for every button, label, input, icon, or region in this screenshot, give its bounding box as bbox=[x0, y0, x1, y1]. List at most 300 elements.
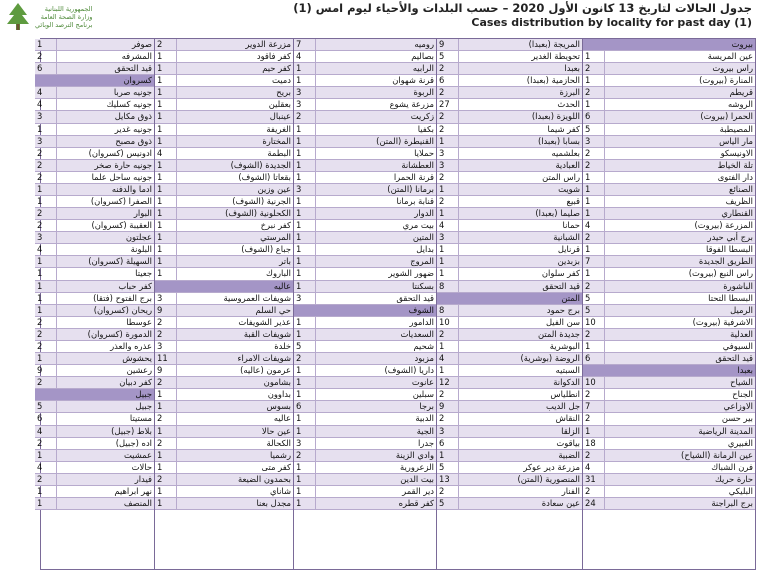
case-count: 1 bbox=[294, 160, 316, 171]
table-row bbox=[437, 256, 582, 268]
locality-name: قرنة الحمرا bbox=[393, 171, 434, 182]
district-name: بيروت bbox=[731, 39, 753, 49]
locality-name: قيد التحقق bbox=[542, 280, 580, 291]
table-row bbox=[35, 281, 154, 293]
table-row bbox=[294, 184, 436, 196]
locality-name: كفر قطره bbox=[398, 497, 434, 508]
locality-name: المتين bbox=[412, 232, 434, 243]
table-row bbox=[294, 498, 436, 510]
table-row bbox=[294, 220, 436, 232]
locality-name: البسطا التحتا bbox=[708, 292, 753, 303]
table-row bbox=[155, 184, 293, 196]
case-count: 1 bbox=[155, 63, 177, 74]
ministry-logo bbox=[4, 2, 124, 36]
locality-name: الحازمية (بعبدا) bbox=[526, 75, 580, 86]
case-count: 2 bbox=[294, 353, 316, 364]
case-count: 11 bbox=[155, 353, 177, 364]
case-count: 3 bbox=[294, 184, 316, 195]
case-count: 2 bbox=[583, 329, 605, 340]
case-count bbox=[35, 389, 57, 400]
case-count: 2 bbox=[583, 389, 605, 400]
district-name: بعبدا bbox=[737, 365, 753, 376]
locality-name: داريا (الشوف) bbox=[384, 365, 434, 376]
table-row bbox=[583, 281, 755, 293]
table-row bbox=[155, 148, 293, 160]
case-count: 1 bbox=[583, 172, 605, 183]
locality-name: عرمون (عاليه) bbox=[240, 365, 291, 376]
locality-name: دير القمر bbox=[402, 485, 434, 496]
table-row bbox=[583, 353, 755, 365]
case-count: 1 bbox=[294, 148, 316, 159]
case-count: 3 bbox=[437, 426, 459, 437]
table-row bbox=[35, 196, 154, 208]
table-row bbox=[437, 462, 582, 474]
locality-name: الشبانية bbox=[553, 232, 580, 243]
locality-name: قيد التحقق bbox=[715, 353, 753, 364]
cases-table bbox=[37, 38, 756, 570]
case-count: 1 bbox=[155, 426, 177, 437]
report-header bbox=[0, 0, 768, 38]
case-count: 10 bbox=[437, 317, 459, 328]
case-count: 1 bbox=[294, 389, 316, 400]
table-row bbox=[294, 75, 436, 87]
case-count: 2 bbox=[35, 317, 57, 328]
cedar-icon bbox=[4, 2, 32, 32]
locality-name: الضبية bbox=[558, 449, 580, 460]
locality-name: البوار bbox=[133, 208, 152, 219]
table-row bbox=[437, 232, 582, 244]
table-row bbox=[437, 389, 582, 401]
case-count: 1 bbox=[437, 136, 459, 147]
case-count: 9 bbox=[35, 365, 57, 376]
locality-name: مزرعة يشوع bbox=[389, 99, 434, 110]
table-row bbox=[583, 244, 755, 256]
table-row bbox=[583, 293, 755, 305]
locality-name: الدوار bbox=[414, 208, 434, 219]
case-count: 2 bbox=[35, 438, 57, 449]
case-count: 1 bbox=[294, 124, 316, 135]
case-count bbox=[35, 75, 57, 86]
locality-name: دار الفتوى bbox=[717, 171, 753, 182]
table-row bbox=[35, 87, 154, 99]
table-row bbox=[35, 244, 154, 256]
locality-name: ريحان (كسروان) bbox=[93, 304, 152, 315]
locality-name: برج حمود bbox=[546, 304, 580, 315]
locality-name: بشامون bbox=[263, 377, 291, 388]
case-count: 2 bbox=[437, 196, 459, 207]
locality-name: البلونة bbox=[130, 244, 152, 255]
locality-name: مجدل بعنا bbox=[256, 497, 291, 508]
case-count: 2 bbox=[437, 87, 459, 98]
table-column-group bbox=[35, 39, 154, 569]
district-header-row bbox=[437, 293, 582, 305]
case-count: 2 bbox=[437, 486, 459, 497]
table-row bbox=[294, 486, 436, 498]
locality-name: شويت bbox=[558, 183, 580, 194]
table-row bbox=[583, 148, 755, 160]
locality-name: الباشورة bbox=[723, 280, 753, 291]
table-row bbox=[35, 317, 154, 329]
case-count: 5 bbox=[583, 293, 605, 304]
table-row bbox=[437, 341, 582, 353]
table-row bbox=[294, 426, 436, 438]
case-count: 1 bbox=[294, 281, 316, 292]
table-row bbox=[155, 256, 293, 268]
logo-line-2: وزارة الصحة العامة bbox=[40, 13, 93, 21]
case-count: 1 bbox=[155, 184, 177, 195]
locality-name: برمانا (المتن) bbox=[387, 183, 434, 194]
locality-name: برج البراجنة bbox=[711, 497, 753, 508]
table-row bbox=[35, 365, 154, 377]
case-count: 1 bbox=[437, 268, 459, 279]
table-row bbox=[35, 486, 154, 498]
case-count: 5 bbox=[437, 498, 459, 509]
locality-name: شويفات العمروسية bbox=[223, 292, 291, 303]
table-row bbox=[437, 148, 582, 160]
locality-name: الرابيه bbox=[412, 63, 434, 74]
case-count: 1 bbox=[35, 498, 57, 509]
case-count: 2 bbox=[155, 377, 177, 388]
locality-name: الجديدة (الشوف) bbox=[230, 159, 291, 170]
table-row bbox=[583, 389, 755, 401]
table-row bbox=[35, 401, 154, 413]
table-row bbox=[35, 256, 154, 268]
locality-name: عين الرمانة (الشياح) bbox=[681, 449, 753, 460]
locality-name: الفنار bbox=[561, 485, 580, 496]
case-count: 1 bbox=[294, 244, 316, 255]
table-row bbox=[583, 438, 755, 450]
case-count: 6 bbox=[437, 75, 459, 86]
case-count: 1 bbox=[155, 462, 177, 473]
locality-name: يحشوش bbox=[122, 353, 152, 364]
district-header-row bbox=[155, 281, 293, 293]
case-count: 1 bbox=[155, 172, 177, 183]
table-row bbox=[583, 317, 755, 329]
locality-name: شحيم bbox=[413, 340, 434, 351]
table-row bbox=[155, 293, 293, 305]
table-row bbox=[437, 305, 582, 317]
table-row bbox=[155, 305, 293, 317]
table-row bbox=[155, 160, 293, 172]
table-row bbox=[35, 438, 154, 450]
case-count: 10 bbox=[583, 317, 605, 328]
case-count: 1 bbox=[583, 341, 605, 352]
locality-name: الحدث bbox=[557, 99, 580, 110]
locality-name: اللويزة (بعبدا) bbox=[531, 111, 580, 122]
table-row bbox=[583, 196, 755, 208]
table-row bbox=[155, 426, 293, 438]
table-row bbox=[35, 474, 154, 486]
case-count: 1 bbox=[155, 124, 177, 135]
locality-name: باتر bbox=[279, 256, 291, 267]
case-count: 6 bbox=[35, 63, 57, 74]
locality-name: قريطم bbox=[729, 87, 753, 98]
locality-name: الجية bbox=[416, 425, 434, 436]
table-row bbox=[583, 87, 755, 99]
case-count: 1 bbox=[294, 256, 316, 267]
locality-name: الصفرا (كسروان) bbox=[90, 196, 152, 207]
case-count: 4 bbox=[35, 426, 57, 437]
table-row bbox=[583, 75, 755, 87]
table-row bbox=[294, 389, 436, 401]
locality-name: السبتيه bbox=[555, 365, 580, 376]
locality-name: جديدة المتن bbox=[538, 328, 580, 339]
case-count: 2 bbox=[294, 111, 316, 122]
case-count: 2 bbox=[35, 148, 57, 159]
table-row bbox=[583, 486, 755, 498]
case-count: 2 bbox=[583, 281, 605, 292]
locality-name: حمانا bbox=[562, 220, 580, 231]
table-row bbox=[437, 220, 582, 232]
case-count: 1 bbox=[155, 232, 177, 243]
case-count: 6 bbox=[583, 353, 605, 364]
locality-name: بعقلين bbox=[268, 99, 291, 110]
case-count: 1 bbox=[155, 136, 177, 147]
locality-name: شويفات الامراء bbox=[237, 353, 291, 364]
table-row bbox=[294, 341, 436, 353]
district-header-row bbox=[35, 75, 154, 87]
locality-name: عوسطا bbox=[126, 316, 152, 327]
locality-name: بسوس bbox=[266, 401, 291, 412]
case-count: 1 bbox=[437, 256, 459, 267]
table-row bbox=[35, 426, 154, 438]
table-row bbox=[294, 208, 436, 220]
case-count: 5 bbox=[437, 51, 459, 62]
table-row bbox=[35, 208, 154, 220]
table-row bbox=[583, 99, 755, 111]
district-header-row bbox=[583, 39, 755, 51]
case-count: 6 bbox=[437, 438, 459, 449]
case-count: 1 bbox=[155, 401, 177, 412]
table-row bbox=[155, 111, 293, 123]
locality-name: دميت bbox=[272, 75, 291, 86]
table-row bbox=[35, 111, 154, 123]
table-row bbox=[583, 401, 755, 413]
locality-name: بياقوت bbox=[556, 437, 580, 448]
case-count: 2 bbox=[155, 474, 177, 485]
case-count: 1 bbox=[294, 196, 316, 207]
case-count: 1 bbox=[294, 268, 316, 279]
table-row bbox=[437, 75, 582, 87]
locality-name: عين وزين bbox=[257, 183, 291, 194]
case-count: 3 bbox=[35, 232, 57, 243]
table-row bbox=[583, 220, 755, 232]
table-row bbox=[294, 111, 436, 123]
table-row bbox=[155, 365, 293, 377]
table-row bbox=[437, 498, 582, 510]
locality-name: القنطاري bbox=[721, 208, 753, 219]
locality-name: الدامور bbox=[409, 316, 434, 327]
table-row bbox=[437, 208, 582, 220]
locality-name: الدمورة (كسروان) bbox=[87, 328, 152, 339]
locality-name: جونيه حارة صخر bbox=[94, 159, 152, 170]
case-count: 1 bbox=[583, 196, 605, 207]
case-count: 1 bbox=[294, 498, 316, 509]
table-row bbox=[294, 63, 436, 75]
case-count: 1 bbox=[155, 196, 177, 207]
table-row bbox=[35, 51, 154, 63]
table-row bbox=[294, 244, 436, 256]
case-count: 1 bbox=[294, 486, 316, 497]
case-count: 1 bbox=[583, 244, 605, 255]
locality-name: جونيه ساحل علما bbox=[91, 171, 152, 182]
table-row bbox=[294, 365, 436, 377]
locality-name: الدكوانة bbox=[553, 377, 580, 388]
case-count: 5 bbox=[583, 305, 605, 316]
district-name: عاليه bbox=[273, 280, 291, 291]
locality-name: البسطا الفوقا bbox=[706, 244, 753, 255]
locality-name: عاليه bbox=[273, 413, 291, 424]
locality-name: الشياح bbox=[730, 377, 753, 388]
table-row bbox=[437, 136, 582, 148]
table-row bbox=[583, 184, 755, 196]
locality-name: الجناح bbox=[732, 389, 753, 400]
table-row bbox=[583, 341, 755, 353]
table-row bbox=[437, 196, 582, 208]
case-count: 6 bbox=[35, 413, 57, 424]
table-row bbox=[155, 87, 293, 99]
case-count: 3 bbox=[294, 87, 316, 98]
table-row bbox=[155, 341, 293, 353]
locality-name: البرزة bbox=[559, 87, 580, 98]
locality-name: برج أبي حيدر bbox=[707, 232, 753, 243]
case-count: 1 bbox=[437, 450, 459, 461]
locality-name: جونيه كسليك bbox=[106, 99, 152, 110]
locality-name: عجلتون bbox=[125, 232, 152, 243]
district-name: جبيل bbox=[135, 389, 152, 400]
case-count: 1 bbox=[155, 208, 177, 219]
locality-name: بعبدا bbox=[564, 63, 580, 74]
locality-name: العدلية bbox=[730, 328, 753, 339]
district-name: كسروان bbox=[123, 75, 152, 86]
table-row bbox=[294, 136, 436, 148]
table-row bbox=[155, 51, 293, 63]
table-row bbox=[583, 63, 755, 75]
case-count: 4 bbox=[35, 99, 57, 110]
case-count: 1 bbox=[437, 208, 459, 219]
table-row bbox=[437, 51, 582, 63]
case-count: 1 bbox=[155, 160, 177, 171]
table-row bbox=[294, 99, 436, 111]
locality-name: بعلشميه bbox=[551, 147, 580, 158]
case-count: 2 bbox=[437, 124, 459, 135]
table-row bbox=[294, 438, 436, 450]
table-row bbox=[294, 377, 436, 389]
table-row bbox=[35, 63, 154, 75]
case-count: 1 bbox=[155, 389, 177, 400]
case-count: 1 bbox=[294, 474, 316, 485]
table-row bbox=[294, 172, 436, 184]
locality-name: مزرعة الدوير bbox=[245, 39, 291, 49]
table-row bbox=[294, 268, 436, 280]
locality-name: بحمدون الضيعة bbox=[237, 473, 291, 484]
case-count: 1 bbox=[35, 353, 57, 364]
table-row bbox=[155, 208, 293, 220]
locality-name: مزرعة دير عوكر bbox=[523, 461, 580, 472]
locality-name: عذره والعذر bbox=[110, 340, 152, 351]
table-row bbox=[35, 353, 154, 365]
case-count: 3 bbox=[35, 111, 57, 122]
locality-name: الاوزاعي bbox=[723, 401, 753, 412]
case-count: 2 bbox=[583, 232, 605, 243]
locality-name: بلاط (جبيل) bbox=[111, 425, 152, 436]
locality-name: قرنايل bbox=[557, 244, 580, 255]
locality-name: سن الفيل bbox=[545, 316, 580, 327]
case-count: 2 bbox=[155, 39, 177, 50]
case-count: 2 bbox=[35, 172, 57, 183]
table-row bbox=[35, 184, 154, 196]
case-count: 5 bbox=[35, 401, 57, 412]
case-count: 2 bbox=[437, 172, 459, 183]
locality-name: قرنة شهوان bbox=[392, 75, 434, 86]
case-count: 1 bbox=[35, 184, 57, 195]
case-count: 2 bbox=[155, 413, 177, 424]
table-row bbox=[35, 329, 154, 341]
case-count: 2 bbox=[583, 160, 605, 171]
locality-name: قنابة برمانا bbox=[396, 196, 434, 207]
case-count: 2 bbox=[583, 87, 605, 98]
case-count: 1 bbox=[294, 220, 316, 231]
table-row bbox=[437, 413, 582, 425]
locality-name: بقعاتا (الشوف) bbox=[238, 171, 291, 182]
table-row bbox=[583, 208, 755, 220]
page-title-english: Cases distribution by locality for past day (1) bbox=[471, 16, 752, 29]
table-row bbox=[155, 462, 293, 474]
locality-name: فرن الشباك bbox=[711, 461, 753, 472]
locality-name: الظريف bbox=[725, 196, 753, 207]
case-count: 1 bbox=[155, 244, 177, 255]
locality-name: كفر شيما bbox=[547, 123, 580, 134]
table-row bbox=[583, 474, 755, 486]
locality-name: صليما (بعبدا) bbox=[535, 208, 580, 219]
table-row bbox=[155, 220, 293, 232]
table-row bbox=[155, 63, 293, 75]
table-row bbox=[437, 486, 582, 498]
locality-name: تلة الخياط bbox=[717, 159, 753, 170]
case-count: 8 bbox=[437, 281, 459, 292]
table-row bbox=[583, 256, 755, 268]
locality-name: قيد التحقق bbox=[396, 292, 434, 303]
case-count: 3 bbox=[583, 136, 605, 147]
locality-name: البوشرية bbox=[549, 340, 580, 351]
locality-name: كفر فاقود bbox=[256, 51, 291, 62]
case-count: 1 bbox=[35, 256, 57, 267]
table-row bbox=[294, 462, 436, 474]
case-count: 1 bbox=[155, 498, 177, 509]
case-count: 24 bbox=[583, 498, 605, 509]
locality-name: اده (جبيل) bbox=[115, 437, 152, 448]
table-row bbox=[155, 99, 293, 111]
case-count: 2 bbox=[583, 63, 605, 74]
table-row bbox=[155, 498, 293, 510]
table-row bbox=[35, 305, 154, 317]
case-count: 8 bbox=[437, 305, 459, 316]
district-name: الشوف bbox=[408, 304, 434, 315]
locality-name: مار الياس bbox=[719, 135, 753, 146]
locality-name: المختارة bbox=[262, 135, 291, 146]
case-count: 13 bbox=[437, 474, 459, 485]
locality-name: النقاش bbox=[555, 413, 580, 424]
table-column-group bbox=[154, 39, 293, 569]
table-row bbox=[294, 87, 436, 99]
locality-name: شويفات القبة bbox=[243, 328, 291, 339]
case-count: 2 bbox=[35, 341, 57, 352]
case-count: 1 bbox=[35, 124, 57, 135]
locality-name: البطمة bbox=[267, 147, 291, 158]
locality-name: الزعرورية bbox=[399, 461, 434, 472]
case-count: 1 bbox=[155, 87, 177, 98]
locality-name: الاشرفية (بيروت) bbox=[692, 316, 753, 327]
